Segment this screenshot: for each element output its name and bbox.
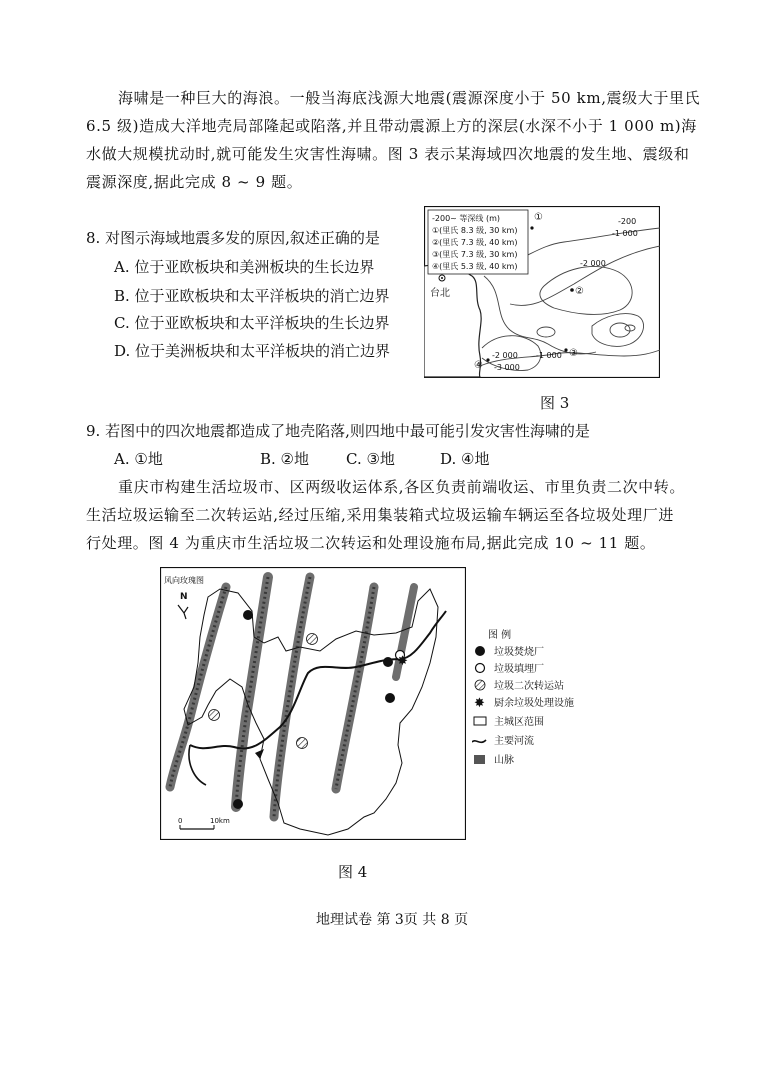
scale-bar-distance: 10km [210, 817, 230, 825]
wind-rose-north: N [180, 592, 188, 602]
svg-text:✸: ✸ [397, 654, 408, 669]
para2-line-2: 生活垃圾运输至二次转运站,经过压缩,采用集装箱式垃圾运输车辆运至各垃圾处理厂进 [86, 506, 674, 524]
q8-option-d[interactable]: D. 位于美洲板块和太平洋板块的消亡边界 [114, 342, 391, 360]
legend-transfer: 垃圾二次转运站 [494, 681, 564, 692]
figure-4-legend [472, 628, 602, 773]
fig3-point-2: ② [575, 286, 584, 297]
q9-stem: 9. 若图中的四次地震都造成了地壳陷落,则四地中最可能引发灾害性海啸的是 [86, 422, 590, 440]
legend-mountain: 山脉 [494, 755, 514, 766]
fig3-city-label: 台北 [430, 288, 450, 299]
fig3-contour-label-2: -1 000 [612, 229, 638, 238]
legend-title: 图 例 [488, 630, 512, 641]
para2-line-3: 行处理。图 4 为重庆市生活垃圾二次转运和处理设施布局,据此完成 10 ~ 11 题。 [86, 534, 656, 552]
urban-area-icon [474, 717, 486, 725]
transfer-station-icon [475, 680, 485, 690]
page-footer: 地理试卷 第 3页 共 8 页 [316, 912, 469, 928]
fig3-contour-label-6: -3 000 [494, 363, 520, 372]
q8-stem: 8. 对图示海域地震多发的原因,叙述正确的是 [86, 229, 380, 247]
scale-bar-zero: 0 [178, 817, 183, 825]
fig3-contour-label-1: -200 [618, 217, 637, 226]
legend-river: 主要河流 [494, 736, 534, 747]
fig3-point-4: ④ [474, 360, 483, 371]
mountain-icon [474, 755, 485, 764]
q9-option-c[interactable]: C. ③地 [346, 450, 395, 468]
fig3-legend-4: ④(里氏 5.3 级, 40 km) [432, 262, 518, 271]
fig3-contour-label-4: -2 000 [492, 351, 518, 360]
fig3-legend-0: -200~ 等深线 (m) [432, 214, 500, 223]
q9-option-b[interactable]: B. ②地 [260, 450, 310, 468]
kitchen-waste-icon: ✸ [474, 696, 485, 711]
river-icon [472, 740, 486, 742]
intro-line-2: 6.5 级)造成大洋地壳局部隆起或陷落,并且带动震源上方的深层(水深不小于 1 000 m)海 [86, 117, 697, 135]
landfill-icon [476, 664, 485, 673]
fig3-contour-label-3: -2 000 [580, 259, 606, 268]
intro-line-1: 海啸是一种巨大的海浪。一般当海底浅源大地震(震源深度小于 50 km,震级大于里氏 [118, 89, 701, 107]
fig3-legend-1: ①(里氏 8.3 级, 30 km) [432, 226, 518, 235]
para2-line-1: 重庆市构建生活垃圾市、区两级收运体系,各区负责前端收运、市里负责二次中转。 [118, 478, 685, 496]
wind-rose-label: 风向玫瑰图 [164, 576, 204, 585]
intro-line-3: 水做大规模扰动时,就可能发生灾害性海啸。图 3 表示某海域四次地震的发生地、震级和 [86, 145, 690, 163]
fig3-legend-3: ③(里氏 7.3 级, 30 km) [432, 250, 518, 259]
legend-kitchen: 厨余垃圾处理设施 [494, 698, 574, 709]
legend-urban: 主城区范围 [494, 717, 544, 728]
q8-option-c[interactable]: C. 位于亚欧板块和太平洋板块的生长边界 [114, 314, 390, 332]
figure-4-caption: 图 4 [338, 863, 368, 881]
q9-option-d[interactable]: D. ④地 [440, 450, 490, 468]
fig3-legend-2: ②(里氏 7.3 级, 40 km) [432, 238, 518, 247]
intro-line-4: 震源深度,据此完成 8 ~ 9 题。 [86, 173, 303, 191]
q9-option-a[interactable]: A. ①地 [114, 450, 163, 468]
figure-3-map [424, 206, 660, 378]
fig3-contour-label-5: -1 000 [536, 351, 562, 360]
figure-3-caption: 图 3 [540, 394, 570, 412]
incinerator-icon [475, 646, 485, 656]
legend-incinerator: 垃圾焚烧厂 [494, 647, 544, 658]
fig3-point-1: ① [534, 212, 543, 223]
q8-option-a[interactable]: A. 位于亚欧板块和美洲板块的生长边界 [114, 258, 375, 276]
q8-option-b[interactable]: B. 位于亚欧板块和太平洋板块的消亡边界 [114, 287, 390, 305]
figure-4-map [160, 567, 466, 840]
legend-landfill: 垃圾填埋厂 [494, 664, 544, 675]
fig3-point-3: ③ [569, 348, 578, 359]
